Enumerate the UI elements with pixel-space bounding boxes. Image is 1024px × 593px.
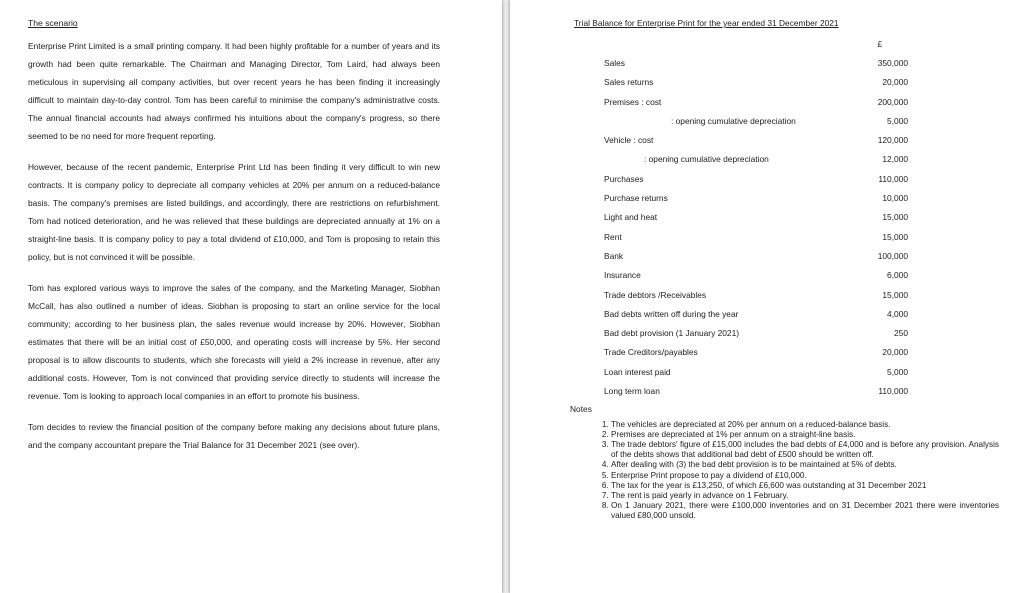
table-row [604,285,908,304]
table-row [604,227,908,246]
table-row [604,111,908,130]
table-row [604,343,908,362]
account-label: Trade Creditors/payables [604,347,698,358]
table-row [604,381,908,400]
account-label: Trade debtors /Receivables [604,289,707,300]
account-label: Loan interest paid [604,366,671,377]
table-row [604,266,908,285]
account-label: Insurance [604,270,641,281]
account-label: Rent [604,231,622,242]
list-item: 8. On 1 January 2021, there were £100,000 inventories and on 31 December 2021 there were inventories valued £80,000 unsold. [611,501,999,521]
table-row [604,150,908,169]
scenario-paragraph-3: Tom has explored various ways to improve the sales of the company, and the Marketing Manager, Siobhan McCall, has also outlined a number of ideas. Siobhan is proposing to start an online service for the local community; according to her business plan, the sales revenue would increase by 20%. However, Siobhan estimates that there will be an initial cost of £50,000, and operating costs will increase by 5%. Her second proposal is to allow discounts to students, which she forecasts will yield a 2% increase in revenue, after any additional costs. However, Tom is not convinced that providing service directly to students will increase the revenue. Tom is looking to approach local companies in an effort to promote his business. [28,283,440,401]
trial-balance-table [604,34,908,401]
table-row [604,246,908,265]
account-label: Bad debt provision (1 January 2021) [604,328,740,339]
table-row [604,188,908,207]
account-label: : opening cumulative depreciation [671,115,796,126]
account-amount: 110,000 [878,385,908,396]
table-row [604,169,908,188]
scenario-paragraph-4: Tom decides to review the financial position of the company before making any decisions about future plans, and the company accountant prepare the Trial Balance for 31 December 2021 (see over). [28,422,440,450]
account-amount: 15,000 [882,231,908,242]
trial-balance-section [570,18,1010,522]
list-item: 3. The trade debtors' figure of £15,000 includes the bad debts of £4,000 and is before any provision. Analysis of the debts shows that additional bad debt of £500 should be written off. [611,440,999,460]
scenario-paragraph-2: However, because of the recent pandemic, Enterprise Print Ltd has been finding it very difficult to win new contracts. It is company policy to depreciate all company vehicles at 20% per annum on a reduced-balance basis. The company's premises are listed buildings, and accordingly, there are restrictions on refurbishment. Tom had noticed deterioration, and he was relieved that these buildings are depreciated annually at 1% on a straight-line basis. It is company policy to pay a total dividend of £10,000, and Tom is proposing to retain this policy, but is not convinced it will be possible. [28,162,440,262]
list-item: 2. Premises are depreciated at 1% per annum on a straight-line basis. [611,430,999,440]
left-page [0,0,502,593]
scenario-paragraph-1: Enterprise Print Limited is a small printing company. It had been highly profitable for a number of years and its growth had been quite remarkable. The Chairman and Managing Director, Tom Laird, had always been meticulous in supervising all company activities, but over recent years he has been finding it increasingly difficult to maintain day-to-day control. Tom has been careful to minimise the company's administrative costs. The annual financial accounts had always confirmed his intuitions about the company's progress, so there seemed to be no need for more frequent reporting. [28,41,440,141]
account-label: Long term loan [604,385,660,396]
account-amount: 15,000 [882,212,908,223]
currency-symbol: £ [877,38,883,49]
account-amount: 5,000 [887,366,908,377]
table-row [604,130,908,149]
account-amount: 100,000 [877,250,908,261]
account-amount: 12,000 [882,154,908,165]
account-label: Sales [604,57,625,68]
account-label: Bank [604,250,624,261]
account-amount: 250 [894,328,908,339]
table-row [604,304,908,323]
list-item: 4. After dealing with (3) the bad debt provision is to be maintained at 5% of debts. [611,460,999,470]
account-amount: 200,000 [877,96,908,107]
table-row [604,92,908,111]
account-label: Vehicle : cost [604,135,654,146]
list-item: 5. Enterprise Print propose to pay a dividend of £10,000. [611,471,999,481]
list-item: 1. The vehicles are depreciated at 20% per annum on a reduced-balance basis. [611,420,999,430]
account-label: Premises : cost [604,96,662,107]
account-amount: 110,000 [878,173,908,184]
account-label: Bad debts written off during the year [604,308,739,319]
notes-title: Notes [570,403,592,414]
account-amount: 5,000 [887,115,908,126]
account-label: Light and heat [604,212,658,223]
scenario-section [28,18,440,467]
scenario-heading: The scenario [28,18,78,28]
account-amount: 10,000 [882,193,908,204]
trial-balance-title: Trial Balance for Enterprise Print for the year ended 31 December 2021 [574,18,839,28]
account-amount: 6,000 [887,270,908,281]
account-label: Purchases [604,173,644,184]
notes-list [570,420,999,522]
account-amount: 20,000 [882,347,908,358]
account-amount: 20,000 [882,77,908,88]
account-amount: 15,000 [882,289,908,300]
currency-header-row [604,34,908,53]
account-label: : opening cumulative depreciation [644,154,769,165]
table-row [604,53,908,72]
table-row [604,323,908,342]
account-label: Sales returns [604,77,654,88]
table-row [604,362,908,381]
list-item: 7. The rent is paid yearly in advance on 1 February. [611,491,999,501]
account-amount: 350,000 [877,57,908,68]
account-amount: 4,000 [887,308,908,319]
account-label: Purchase returns [604,193,668,204]
list-item: 6. The tax for the year is £13,250, of which £6,600 was outstanding at 31 December 2021 [611,481,999,491]
right-page [510,0,1024,593]
table-row [604,73,908,92]
account-amount: 120,000 [877,135,908,146]
table-row [604,208,908,227]
